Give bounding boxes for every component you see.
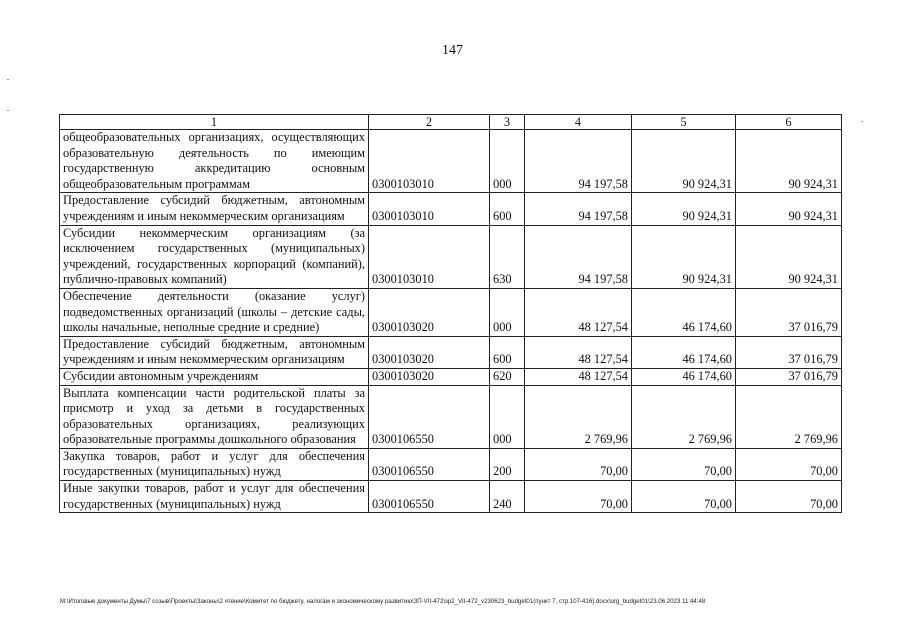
amount-col6: 90 924,31: [736, 193, 842, 225]
amount-col5: 90 924,31: [632, 225, 736, 288]
page-number: 147: [442, 43, 463, 58]
column-header-1: 1: [60, 115, 369, 130]
expense-type-code: 000: [490, 288, 525, 336]
target-article-code: 0300103020: [369, 368, 490, 385]
row-description: Выплата компенсации части родительской платы за присмотр и уход за детьми в государственных образовательных организациях, реализующих образовательные программы дошкольного образования: [60, 385, 369, 448]
amount-col6: 70,00: [736, 448, 842, 480]
amount-col5: 90 924,31: [632, 193, 736, 225]
expense-type-code: 630: [490, 225, 525, 288]
amount-col4: 48 127,54: [525, 288, 632, 336]
row-description: общеобразовательных организациях, осуществляющих образовательную деятельность по имеющим государственную аккредитацию основным общеобразовательным программам: [60, 130, 369, 193]
column-header-2: 2: [369, 115, 490, 130]
amount-col6: 2 769,96: [736, 385, 842, 448]
expense-type-code: 240: [490, 481, 525, 513]
amount-col6: 37 016,79: [736, 368, 842, 385]
target-article-code: 0300103010: [369, 225, 490, 288]
column-header-4: 4: [525, 115, 632, 130]
column-header-5: 5: [632, 115, 736, 130]
table-row: [60, 193, 842, 225]
row-description: Закупка товаров, работ и услуг для обеспечения государственных (муниципальных) нужд: [60, 448, 369, 480]
row-description: Обеспечение деятельности (оказание услуг) подведомственных организаций (школы – детские сады, школы начальные, неполные средние и средние): [60, 288, 369, 336]
expense-type-code: 200: [490, 448, 525, 480]
expense-type-code: 600: [490, 193, 525, 225]
amount-col5: 46 174,60: [632, 288, 736, 336]
table-row: [60, 336, 842, 368]
scan-mark: [7, 110, 9, 111]
row-description: Субсидии автономным учреждениям: [60, 368, 369, 385]
table-row: [60, 481, 842, 513]
target-article-code: 0300106550: [369, 448, 490, 480]
document-file-path: M:\Итоговые документы Думы\7 созыв\Проекты\Законы\2 чтение\Комитет по бюджету, налогам и экономическому развитию\ЗП-VII-472\зр2_VII-472_v230623_budget01(пункт 7, стр.107-416).docx\org_budget01\23.06.2023 11:44:48: [60, 598, 706, 605]
amount-col4: 94 197,58: [525, 193, 632, 225]
target-article-code: 0300103010: [369, 130, 490, 193]
table-row: [60, 368, 842, 385]
target-article-code: 0300103010: [369, 193, 490, 225]
amount-col6: 37 016,79: [736, 336, 842, 368]
column-header-6: 6: [736, 115, 842, 130]
amount-col5: 70,00: [632, 448, 736, 480]
amount-col5: 46 174,60: [632, 368, 736, 385]
row-description: Предоставление субсидий бюджетным, автономным учреждениям и иным некоммерческим организациям: [60, 193, 369, 225]
expense-type-code: 600: [490, 336, 525, 368]
amount-col4: 2 769,96: [525, 385, 632, 448]
row-description: Предоставление субсидий бюджетным, автономным учреждениям и иным некоммерческим организациям: [60, 336, 369, 368]
amount-col5: 46 174,60: [632, 336, 736, 368]
amount-col6: 90 924,31: [736, 130, 842, 193]
column-header-3: 3: [490, 115, 525, 130]
row-description: Субсидии некоммерческим организациям (за исключением государственных (муниципальных) учреждений, государственных корпораций (компаний), публично-правовых компаний): [60, 225, 369, 288]
table-row: [60, 288, 842, 336]
row-description: Иные закупки товаров, работ и услуг для обеспечения государственных (муниципальных) нужд: [60, 481, 369, 513]
table-row: [60, 130, 842, 193]
amount-col4: 94 197,58: [525, 130, 632, 193]
target-article-code: 0300103020: [369, 336, 490, 368]
table-row: [60, 385, 842, 448]
expense-type-code: 620: [490, 368, 525, 385]
amount-col4: 48 127,54: [525, 368, 632, 385]
expense-type-code: 000: [490, 130, 525, 193]
target-article-code: 0300106550: [369, 481, 490, 513]
amount-col5: 70,00: [632, 481, 736, 513]
scan-mark: [7, 79, 9, 80]
table-header-row: [60, 115, 842, 130]
amount-col5: 2 769,96: [632, 385, 736, 448]
amount-col4: 70,00: [525, 481, 632, 513]
amount-col6: 37 016,79: [736, 288, 842, 336]
amount-col4: 70,00: [525, 448, 632, 480]
budget-table: [59, 114, 842, 513]
amount-col5: 90 924,31: [632, 130, 736, 193]
table-row: [60, 448, 842, 480]
scan-mark: [861, 121, 863, 122]
amount-col4: 94 197,58: [525, 225, 632, 288]
amount-col6: 70,00: [736, 481, 842, 513]
target-article-code: 0300106550: [369, 385, 490, 448]
table-row: [60, 225, 842, 288]
expense-type-code: 000: [490, 385, 525, 448]
target-article-code: 0300103020: [369, 288, 490, 336]
amount-col6: 90 924,31: [736, 225, 842, 288]
amount-col4: 48 127,54: [525, 336, 632, 368]
